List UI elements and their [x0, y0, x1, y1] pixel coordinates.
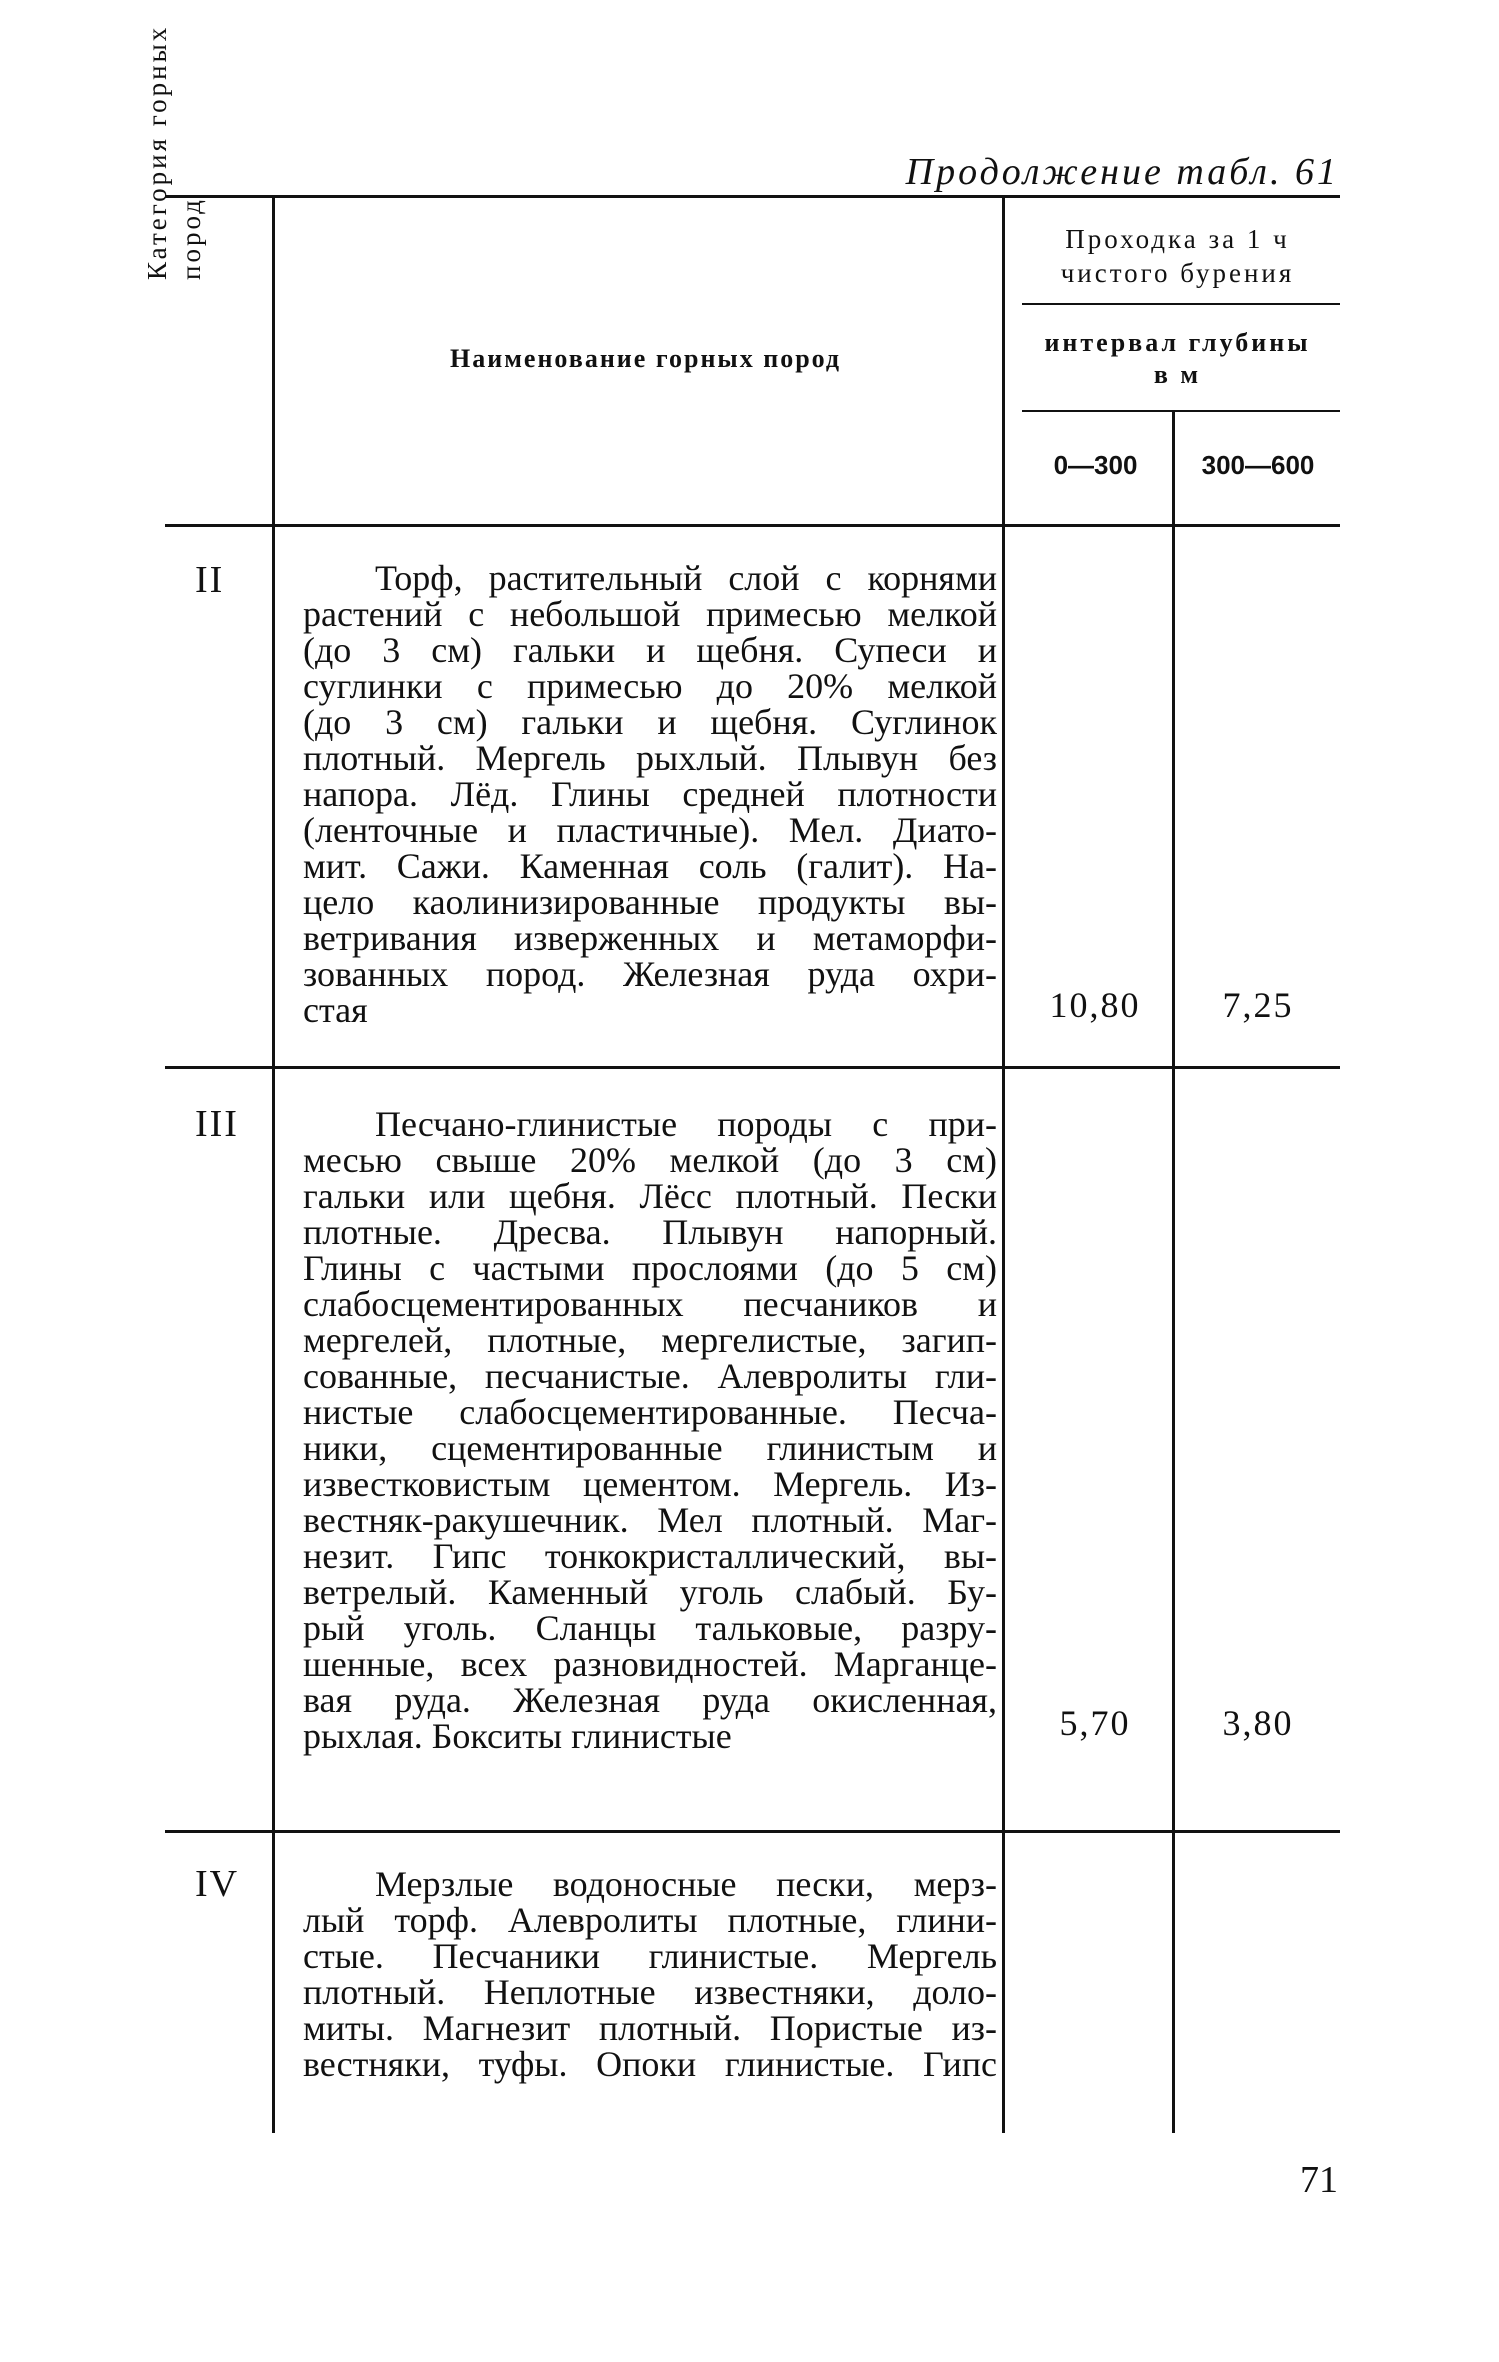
page-number: 71 [1300, 2159, 1338, 2201]
header-proxodka [1015, 222, 1340, 290]
description-line: мергелей, плотные, мергелистые, загип- [303, 1320, 997, 1360]
description-line: Мерзлые водоносные пески, мерз- [375, 1864, 997, 1904]
description-line: Глины с частыми прослоями (до 5 см) [303, 1248, 997, 1288]
description-line: плотный. Мергель рыхлый. Плывун без [303, 738, 997, 778]
description-line: миты. Магнезит плотный. Пористые из- [303, 2008, 997, 2048]
description-line: цело каолинизированные продукты вы- [303, 882, 997, 922]
description-line: гальки или щебня. Лёсс плотный. Пески [303, 1176, 997, 1216]
value-0-300: 10,80 [1049, 985, 1141, 1025]
description-line: зованных пород. Железная руда охри- [303, 954, 997, 994]
header-subrule-1 [1022, 303, 1340, 305]
description-line: суглинки с примесью до 20% мелкой [303, 666, 997, 706]
header-rock-name: Наименование горных пород [450, 344, 842, 373]
description-line: нистые слабосцементированные. Песча- [303, 1392, 997, 1432]
description-line: растений с небольшой примесью мелкой [303, 594, 997, 634]
row-description [303, 1866, 997, 2082]
header-category [140, 20, 220, 280]
header-proxodka-line-1: Проходка за 1 ч [1065, 224, 1290, 254]
description-line: стая [303, 990, 368, 1030]
row-category: II [195, 559, 225, 601]
description-line: ники, сцементированные глинистым и [303, 1428, 997, 1468]
description-line: напора. Лёд. Глины средней плотности [303, 774, 997, 814]
column-rule-middle [1002, 198, 1005, 2133]
value-0-300: 5,70 [1059, 1703, 1131, 1743]
row-rule-2 [165, 1830, 1340, 1833]
description-line: стые. Песчаники глинистые. Мергель [303, 1936, 997, 1976]
description-line: (ленточные и пластичные). Мел. Диато- [303, 810, 997, 850]
description-line: шенные, всех разновидностей. Марганце- [303, 1644, 997, 1684]
header-depth-300-600: 300—600 [1201, 450, 1315, 480]
row-description [303, 560, 997, 1028]
column-rule-right [1172, 410, 1175, 2133]
description-line: (до 3 см) гальки и щебня. Суглинок [303, 702, 997, 742]
value-300-600: 3,80 [1222, 1703, 1294, 1743]
description-line: плотный. Неплотные известняки, доло- [303, 1972, 997, 2012]
description-line: вестняки, туфы. Опоки глинистые. Гипс [303, 2044, 997, 2084]
description-line: Торф, растительный слой с корнями [375, 558, 997, 598]
description-line: мит. Сажи. Каменная соль (галит). На- [303, 846, 997, 886]
header-depth-0-300: 0—300 [1053, 450, 1138, 480]
row-description [303, 1106, 997, 1754]
header-category-line-2: пород [176, 197, 206, 280]
header-interval-line-1: интервал глубины [1044, 328, 1311, 357]
description-line: вестняк-ракушечник. Мел плотный. Маг- [303, 1500, 997, 1540]
column-rule-left [272, 198, 275, 2133]
description-line: Песчано-глинистые породы с при- [375, 1104, 997, 1144]
header-interval-line-2: в м [1153, 360, 1202, 389]
description-line: вая руда. Железная руда окисленная, [303, 1680, 997, 1720]
row-category: IV [195, 1863, 240, 1905]
value-300-600: 7,25 [1222, 985, 1294, 1025]
description-line: ветрелый. Каменный уголь слабый. Бу- [303, 1572, 997, 1612]
description-line: рый уголь. Сланцы тальковые, разру- [303, 1608, 997, 1648]
table-caption: Продолжение табл. 61 [905, 151, 1339, 193]
row-rule-1 [165, 1066, 1340, 1069]
header-category-line-1: Категория горных [142, 24, 172, 280]
table-top-rule [165, 195, 1340, 198]
header-proxodka-line-2: чистого бурения [1060, 258, 1295, 288]
description-line: слабосцементированных песчаников и [303, 1284, 997, 1324]
description-line: (до 3 см) гальки и щебня. Супеси и [303, 630, 997, 670]
description-line: месью свыше 20% мелкой (до 3 см) [303, 1140, 997, 1180]
row-category: III [195, 1103, 239, 1145]
description-line: незит. Гипс тонкокристаллический, вы- [303, 1536, 997, 1576]
description-line: известковистым цементом. Мергель. Из- [303, 1464, 997, 1504]
header-subrule-2 [1022, 410, 1340, 412]
description-line: плотные. Дресва. Плывун напорный. [303, 1212, 997, 1252]
description-line: ветривания изверженных и метаморфи- [303, 918, 997, 958]
description-line: рыхлая. Бокситы глинистые [303, 1716, 732, 1756]
header-bottom-rule [165, 524, 1340, 527]
description-line: сованные, песчанистые. Алевролиты гли- [303, 1356, 997, 1396]
description-line: лый торф. Алевролиты плотные, глини- [303, 1900, 997, 1940]
header-interval [1015, 327, 1340, 391]
